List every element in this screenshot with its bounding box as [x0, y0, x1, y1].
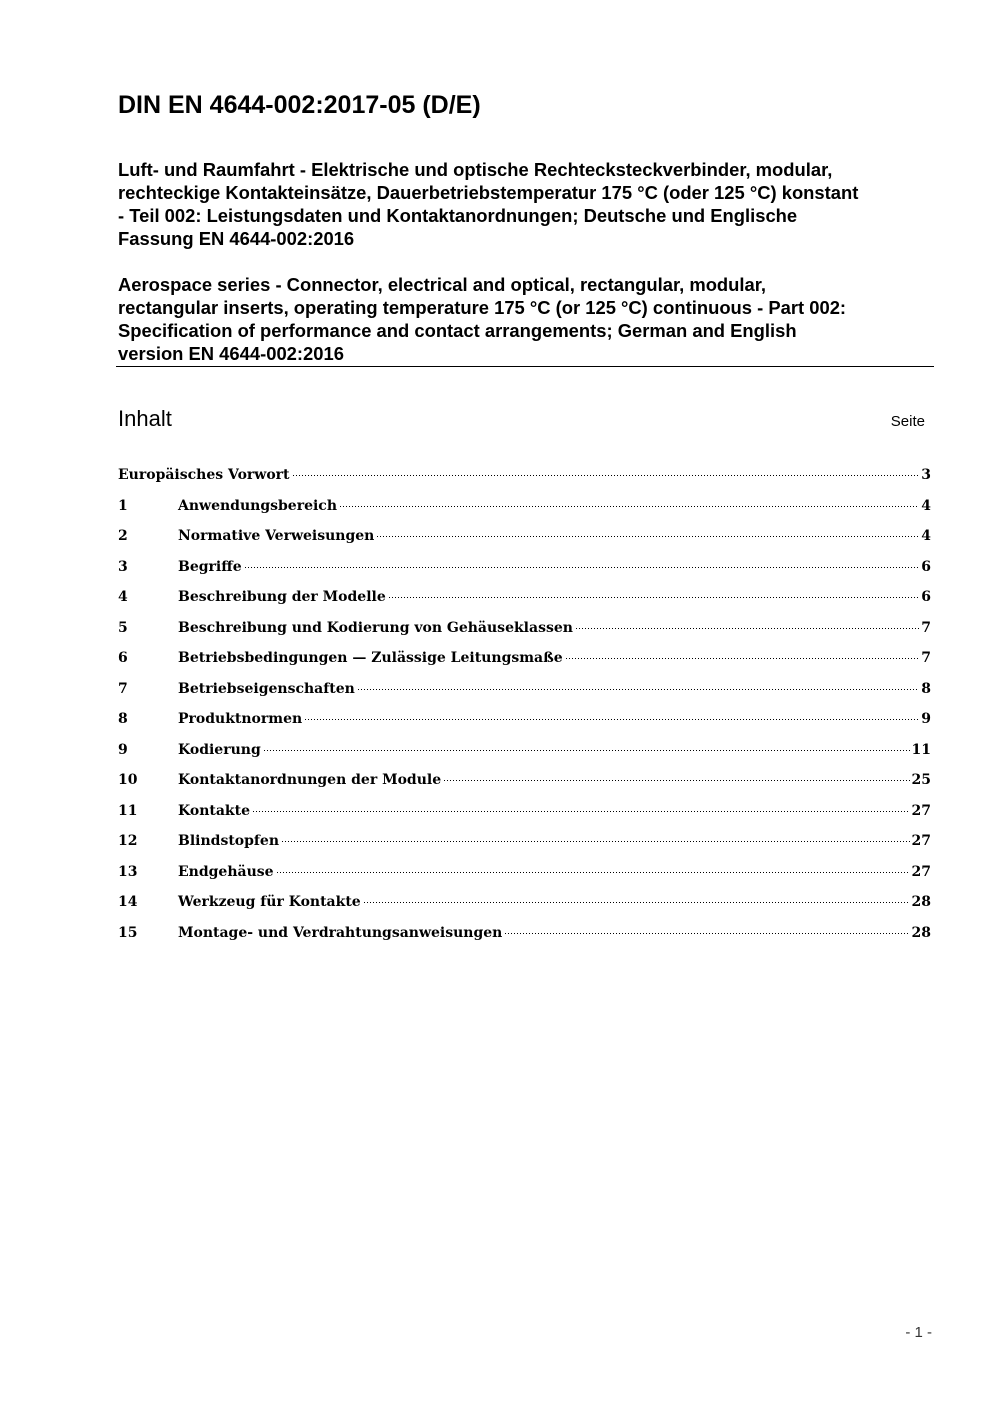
- toc-entry[interactable]: [118, 857, 931, 888]
- toc-dot-leader: [376, 536, 919, 537]
- toc-entry-label[interactable]: Betriebseigenschaften: [178, 680, 355, 697]
- toc-entry-number: 2: [118, 528, 128, 544]
- toc-entry-label[interactable]: Normative Verweisungen: [178, 528, 375, 544]
- title-english-line: version EN 4644-002:2016: [118, 343, 344, 364]
- toc-entry-page[interactable]: 11: [911, 741, 931, 758]
- toc-entry-page[interactable]: 6: [921, 558, 931, 575]
- title-english-line: rectangular inserts, operating temperature 175 °C (or 125 °C) continuous - Part 002:: [118, 297, 847, 318]
- toc-entry-page[interactable]: 25: [911, 772, 931, 788]
- toc-entry-number: 5: [118, 619, 128, 636]
- toc-dot-leader: [565, 658, 920, 659]
- toc-entry-page[interactable]: 7: [921, 650, 931, 666]
- toc-entry-page[interactable]: 4: [921, 497, 931, 514]
- toc-dot-leader: [443, 780, 909, 781]
- toc-dot-leader: [292, 475, 920, 476]
- toc-dot-leader: [244, 567, 920, 568]
- toc-entry[interactable]: [118, 491, 931, 522]
- toc-entry[interactable]: [118, 582, 931, 613]
- toc-entry-number: 11: [118, 802, 138, 819]
- toc-entry-number: 9: [118, 741, 128, 758]
- toc-entry[interactable]: [118, 735, 931, 766]
- toc-entry[interactable]: [118, 704, 931, 735]
- toc-entry-label[interactable]: Anwendungsbereich: [178, 497, 337, 514]
- toc-entry[interactable]: [118, 918, 931, 949]
- toc-entry-label[interactable]: Europäisches Vorwort: [118, 467, 290, 483]
- toc-entry-label[interactable]: Endgehäuse: [178, 863, 274, 880]
- toc-entry-page[interactable]: 27: [911, 802, 931, 819]
- toc-entry-page[interactable]: 7: [921, 619, 931, 636]
- toc-dot-leader: [276, 872, 910, 873]
- toc-dot-leader: [339, 506, 919, 507]
- title-english-line: Specification of performance and contact arrangements; German and English: [118, 320, 797, 341]
- toc-entry[interactable]: [118, 552, 931, 583]
- page-number: - 1 -: [905, 1324, 932, 1341]
- toc-entry-number: 3: [118, 558, 128, 575]
- toc-dot-leader: [357, 689, 919, 690]
- title-english-line: Aerospace series - Connector, electrical and optical, rectangular, modular,: [118, 274, 766, 295]
- toc-entry-label[interactable]: Werkzeug für Kontakte: [178, 894, 361, 910]
- toc-entry-number: 13: [118, 863, 138, 880]
- toc-entry[interactable]: [118, 643, 931, 674]
- toc-entry[interactable]: [118, 674, 931, 705]
- table-of-contents: [118, 460, 931, 948]
- toc-entry-page[interactable]: 4: [921, 528, 931, 544]
- title-divider: [116, 366, 934, 367]
- toc-entry-label[interactable]: Beschreibung der Modelle: [178, 589, 386, 605]
- toc-entry-page[interactable]: 8: [921, 680, 931, 697]
- toc-entry[interactable]: [118, 887, 931, 918]
- title-german: [118, 158, 938, 250]
- toc-entry-label[interactable]: Kontaktanordnungen der Module: [178, 772, 442, 788]
- toc-entry-number: 4: [118, 589, 128, 605]
- toc-dot-leader: [575, 628, 919, 629]
- toc-entry-page[interactable]: 6: [921, 589, 931, 605]
- toc-entry-page[interactable]: 28: [911, 894, 931, 910]
- toc-entry-number: 6: [118, 650, 128, 666]
- document-title: DIN EN 4644-002:2017-05 (D/E): [118, 91, 481, 119]
- toc-entry[interactable]: [118, 521, 931, 552]
- toc-entry[interactable]: [118, 796, 931, 827]
- toc-entry[interactable]: [118, 765, 931, 796]
- title-german-line: Luft- und Raumfahrt - Elektrische und optische Rechtecksteckverbinder, modular,: [118, 159, 833, 180]
- toc-page-column-label: Seite: [890, 413, 925, 430]
- toc-dot-leader: [281, 841, 909, 842]
- title-german-line: Fassung EN 4644-002:2016: [118, 228, 355, 249]
- toc-entry-label[interactable]: Begriffe: [178, 558, 242, 575]
- toc-entry-number: 8: [118, 711, 128, 727]
- toc-heading: Inhalt: [118, 406, 172, 431]
- toc-entry[interactable]: [118, 460, 931, 491]
- title-german-line: - Teil 002: Leistungsdaten und Kontaktanordnungen; Deutsche und Englische: [118, 205, 798, 226]
- title-english: [118, 273, 938, 365]
- toc-entry-label[interactable]: Kodierung: [178, 741, 261, 758]
- toc-entry-page[interactable]: 9: [921, 711, 931, 727]
- toc-entry-page[interactable]: 27: [911, 833, 931, 849]
- toc-entry-label[interactable]: Produktnormen: [178, 711, 303, 727]
- toc-entry-number: 12: [118, 833, 138, 849]
- toc-entry-page[interactable]: 28: [911, 924, 931, 941]
- toc-entry-label[interactable]: Betriebsbedingungen — Zulässige Leitungsmaße: [178, 650, 563, 666]
- toc-dot-leader: [304, 719, 919, 720]
- toc-dot-leader: [363, 902, 910, 903]
- toc-dot-leader: [252, 811, 910, 812]
- toc-entry-number: 14: [118, 894, 138, 910]
- toc-dot-leader: [504, 933, 909, 934]
- toc-entry[interactable]: [118, 826, 931, 857]
- toc-entry-number: 10: [118, 772, 138, 788]
- toc-entry-page[interactable]: 3: [921, 467, 931, 483]
- toc-entry-label[interactable]: Blindstopfen: [178, 833, 280, 849]
- toc-entry-page[interactable]: 27: [911, 863, 931, 880]
- toc-entry-label[interactable]: Montage- und Verdrahtungsanweisungen: [178, 924, 503, 941]
- toc-entry-label[interactable]: Kontakte: [178, 802, 250, 819]
- title-german-line: rechteckige Kontakteinsätze, Dauerbetriebstemperatur 175 °C (oder 125 °C) konstant: [118, 182, 859, 203]
- toc-dot-leader: [263, 750, 910, 751]
- toc-entry[interactable]: [118, 613, 931, 644]
- toc-entry-number: 15: [118, 924, 138, 941]
- toc-dot-leader: [388, 597, 919, 598]
- toc-entry-label[interactable]: Beschreibung und Kodierung von Gehäuseklassen: [178, 619, 573, 636]
- toc-entry-number: 7: [118, 680, 128, 697]
- toc-entry-number: 1: [118, 497, 128, 514]
